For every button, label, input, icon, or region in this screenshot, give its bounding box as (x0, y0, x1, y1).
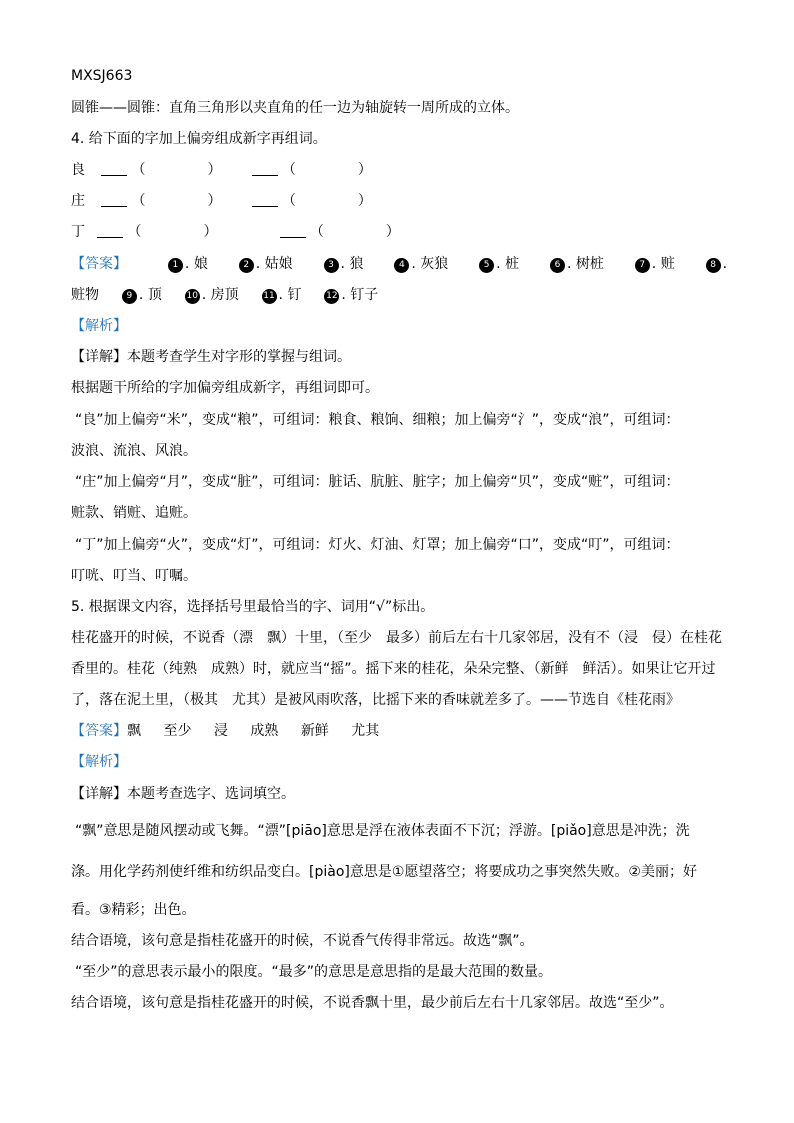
answer-blank[interactable] (101, 161, 127, 176)
q4-row-char: 庄 (71, 193, 85, 209)
q5-passage: 桂花盛开的时候，不说香（漂 飘）十里，（至少 最多）前后左右十几家邻居，没有不（浸 侵）在桂花 (71, 630, 722, 646)
number-badge: 2 (239, 258, 254, 273)
q5-paragraph: “至少”的意思表示最小的限度。“最多”的意思是意思指的是最大范围的数量。 (75, 964, 553, 980)
number-badge: 9 (122, 289, 137, 304)
answer-blank[interactable] (101, 192, 127, 207)
q4-answer-line-2: 赃物 9 . 顶 10 . 房顶 11 . 钉 12 . 钉子 (71, 287, 379, 303)
answer-tag: 【答案】 (71, 723, 127, 739)
number-badge: 10 (185, 289, 200, 304)
q4-paragraph: 根据题干所给的字加偏旁组成新字，再组词即可。 (71, 380, 379, 396)
q4-detail: 【详解】本题考查学生对字形的掌握与组词。 (71, 349, 351, 365)
detail-tag: 【详解】 (71, 349, 127, 365)
number-badge: 6 (550, 258, 565, 273)
q4-row-2: 庄 （ ） （ ） (71, 193, 372, 209)
q4-row-3: 丁 （ ） （ ） (71, 224, 400, 240)
analysis-tag: 【解析】 (71, 754, 127, 770)
answer-blank[interactable] (280, 223, 306, 238)
q5-paragraph: 结合语境，该句意是指桂花盛开的时候，不说香飘十里，最少前后左右十几家邻居。故选“至少”。 (71, 995, 674, 1011)
q5-paragraph: “飘”意思是随风摆动或飞舞。“漂”[piāo]意思是浮在液体表面不下沉；浮游。[piǎo]意思是冲洗；洗 (75, 823, 690, 839)
q5-paragraph: 看。③精彩；出色。 (71, 902, 196, 918)
number-badge: 8 (706, 258, 721, 273)
answer-blank[interactable] (252, 161, 278, 176)
number-badge: 12 (324, 289, 339, 304)
q5-passage: 香里的。桂花（纯熟 成熟）时，就应当“摇”。摇下来的桂花，朵朵完整、（新鲜 鲜活）。如果让它开过 (71, 661, 716, 677)
number-badge: 11 (262, 289, 277, 304)
answer-blank[interactable] (97, 223, 123, 238)
number-badge: 7 (635, 258, 650, 273)
analysis-tag: 【解析】 (71, 318, 127, 334)
number-badge: 1 (168, 258, 183, 273)
q4-paragraph: 波浪、流浪、风浪。 (71, 443, 197, 459)
q4-title: 4. 给下面的字加上偏旁组成新字再组词。 (71, 131, 327, 147)
answer-tag: 【答案】 (71, 256, 127, 272)
q5-detail: 【详解】本题考查选字、选词填空。 (71, 786, 295, 802)
q4-answer-line-1: 【答案】 1 . 娘 2 . 姑娘 3 . 狼 4 . 灰狼 5 . 桩 6 . 树桩 7 . 赃 8 . (71, 256, 728, 272)
q4-paragraph: 赃款、销赃、追赃。 (71, 505, 197, 521)
definition-line: 圆锥——圆锥：直角三角形以夹直角的任一边为轴旋转一周所成的立体。 (71, 100, 519, 116)
q5-paragraph: 涤。用化学药剂使纤维和纺织品变白。[piào]意思是①愿望落空；将要成功之事突然失败。②美丽；好 (71, 864, 697, 880)
header-code: MXSJ663 (71, 68, 133, 84)
number-badge: 5 (479, 258, 494, 273)
answer-blank[interactable] (252, 192, 278, 207)
q5-answer-line: 【答案】飘 至少 浸 成熟 新鲜 尤其 (71, 723, 380, 739)
q4-row-char: 良 (71, 162, 85, 178)
q4-paragraph: “丁”加上偏旁“火”，变成“灯”，可组词：灯火、灯油、灯罩；加上偏旁“口”，变成“叮”，可组词： (75, 537, 680, 553)
q5-title: 5. 根据课文内容，选择括号里最恰当的字、词用“√”标出。 (71, 599, 435, 615)
number-badge: 3 (324, 258, 339, 273)
q5-passage: 了，落在泥土里，（极其 尤其）是被风雨吹落，比摇下来的香味就差多了。——节选自《桂花雨》 (71, 692, 680, 708)
q4-row-1: 良 （ ） （ ） (71, 162, 372, 178)
q4-row-char: 丁 (71, 224, 85, 240)
q5-paragraph: 结合语境，该句意是指桂花盛开的时候，不说香气传得非常远。故选“飘”。 (71, 933, 534, 949)
q4-paragraph: “庄”加上偏旁“月”，变成“脏”，可组词：脏话、肮脏、脏字；加上偏旁“贝”，变成“赃”，可组词： (75, 474, 680, 490)
q4-paragraph: 叮咣、叮当、叮嘱。 (71, 568, 197, 584)
q4-paragraph: “良”加上偏旁“米”，变成“粮”，可组词：粮食、粮饷、细粮；加上偏旁“氵”，变成“浪”，可组词： (75, 412, 680, 428)
detail-tag: 【详解】 (71, 786, 127, 802)
number-badge: 4 (394, 258, 409, 273)
